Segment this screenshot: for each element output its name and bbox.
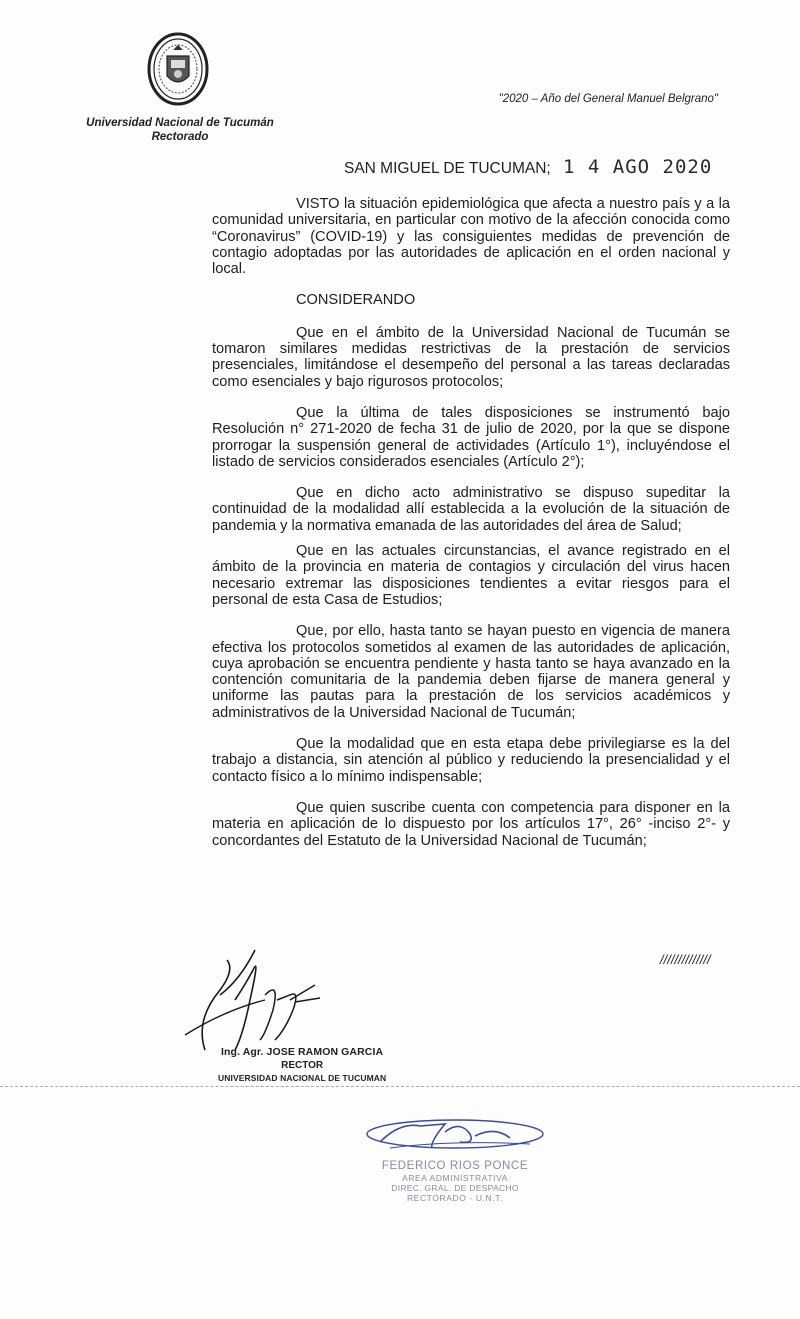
year-motto: "2020 – Año del General Manuel Belgrano" [498,93,718,105]
university-name [70,116,290,144]
signatory-name: Ing. Agr. JOSE RAMON GARCIA [221,1046,384,1058]
university-name-line2: Rectorado [151,131,209,143]
official-stamp [370,1160,540,1203]
considerando-paragraph: Que quien suscribe cuenta con competencia para disponer en la materia en aplicación de lo dispuesto por los artículos 17°, 26° -inciso 2°- y concordantes del Estatuto de la Universidad Nacional de Tucumán; [212,799,730,849]
signatory-block [218,1046,386,1083]
considerando-paragraph: Que la última de tales disposiciones se instrumentó bajo Resolución n° 271-2020 de fecha 31 de julio de 2020, por la que se dispone prorrogar la suspensión general de actividades (Artículo 1°), incluyéndose el listado de servicios considerados esenciales (Artículo 2°); [212,404,730,470]
stamp-signature [360,1112,550,1162]
stamp-line: FEDERICO RIOS PONCE [381,1160,529,1172]
stamp-line: DIREC. GRAL. DE DESPACHO [391,1183,519,1193]
considerando-paragraph: Que en dicho acto administrativo se dispuso supeditar la continuidad de la modalidad allí establecida a la evolución de la situación de pandemia y la normativa emanada de las autoridades del área de Salud; [212,485,730,534]
considerando-paragraph: Que, por ello, hasta tanto se hayan puesto en vigencia de manera efectiva los protocolos sometidos al examen de las autoridades de aplicación, cuya aprobación se encuentra pendiente y hasta tanto se haya avanzado en la contención comunitaria de la pandemia deben fijarse de manera general y uniforme las pautas para la prestación de los servicios académicos y administrativos de la Universidad Nacional de Tucumán; [212,623,730,721]
university-name-line1: Universidad Nacional de Tucumán [86,117,274,129]
visto-paragraph: VISTO la situación epidemiológica que afecta a nuestro país y a la comunidad universitaria, en particular con motivo de la afección conocida como “Coronavirus” (COVID-19) y las consiguientes medidas de prevención de contagio adoptadas por las autoridades de aplicación en el orden nacional y local. [212,196,730,278]
resolution-body [212,196,730,864]
considerando-heading: CONSIDERANDO [296,292,416,309]
considerando-paragraph: Que en las actuales circunstancias, el avance registrado en el ámbito de la provincia en materia de contagios y circulación del virus hacen necesario extremar las disposiciones tendientes a evitar riesgos para el personal de esta Casa de Estudios; [212,543,730,608]
place-date-line [344,156,712,178]
signatory-organization: UNIVERSIDAD NACIONAL DE TUCUMAN [218,1073,387,1083]
stamp-line: RECTORADO - U.N.T. [406,1193,504,1203]
stamped-date: 1 4 AGO 2020 [563,156,713,178]
continuation-mark: ////////////// [660,952,711,967]
stamp-line: AREA ADMINISTRATIVA [401,1173,509,1183]
handwritten-signature [165,940,345,1060]
considerando-paragraph: Que la modalidad que en esta etapa debe privilegiarse es la del trabajo a distancia, sin atención al público y reduciendo la presencialidad y el contacto físico a lo mínimo indispensable; [212,736,730,785]
page-fold-divider [0,1086,800,1087]
considerando-paragraph: Que en el ámbito de la Universidad Nacional de Tucumán se tomaron similares medidas restrictivas de la prestación de servicios presenciales, limitándose el desempeño del personal a las tareas declaradas como esenciales y bajo rigurosos protocolos; [212,324,730,390]
place: SAN MIGUEL DE TUCUMAN; [344,160,551,177]
university-seal-icon [147,32,209,106]
signatory-title: RECTOR [281,1060,324,1071]
